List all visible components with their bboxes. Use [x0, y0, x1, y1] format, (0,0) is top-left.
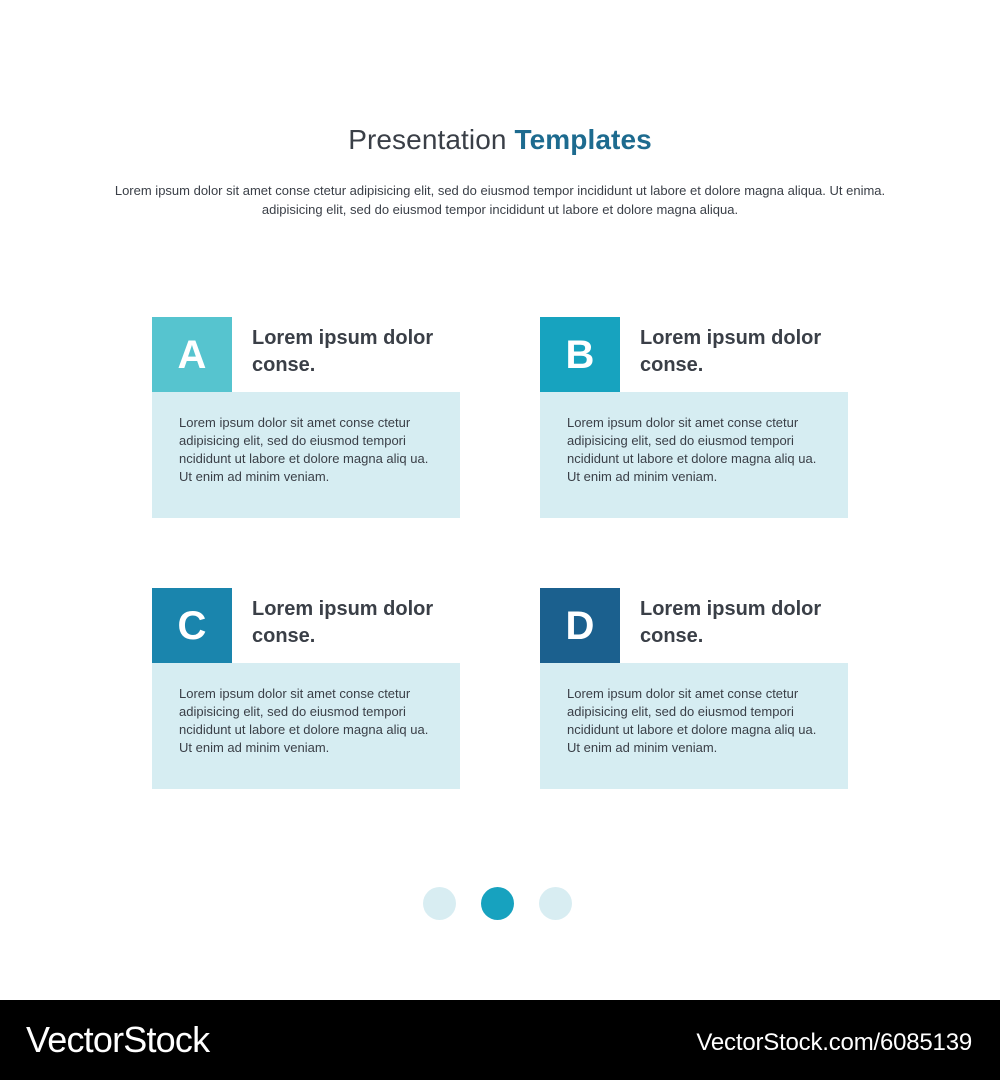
card-b-letter: B [565, 332, 595, 377]
card-b-body [540, 392, 848, 518]
card-c-body-text: Lorem ipsum dolor sit amet conse ctetur adipisicing elit, sed do eiusmod tempori ncididunt ut labore et dolore magna aliq ua. Ut enim ad minim veniam. [179, 686, 429, 755]
pagination-dot-2[interactable] [481, 887, 514, 920]
card-c-letter-box [152, 588, 232, 663]
card-c-body [152, 663, 460, 789]
card-a-body [152, 392, 460, 518]
card-d [540, 588, 848, 789]
vectorstock-logo: VectorStock [26, 1019, 210, 1060]
card-b [540, 317, 848, 518]
card-a-heading: Lorem ipsum dolor conse. [252, 327, 434, 376]
page-title [0, 120, 1000, 160]
page-title-accent: Templates [514, 124, 652, 155]
card-b-letter-box [540, 317, 620, 392]
card-d-heading: Lorem ipsum dolor conse. [640, 598, 822, 647]
pagination-dot-3[interactable] [539, 887, 572, 920]
watermark-footer [0, 1000, 1000, 1080]
card-a-letter: A [177, 332, 207, 377]
card-d-letter: D [565, 603, 595, 648]
page-subtitle [60, 181, 940, 219]
card-d-body-text: Lorem ipsum dolor sit amet conse ctetur adipisicing elit, sed do eiusmod tempori ncididunt ut labore et dolore magna aliq ua. Ut enim ad minim veniam. [567, 686, 817, 755]
card-c-letter: C [177, 603, 207, 648]
page-title-regular: Presentation [348, 124, 515, 155]
card-a [152, 317, 460, 518]
vectorstock-image-id: VectorStock.com/6085139 [696, 1029, 972, 1056]
card-c-heading: Lorem ipsum dolor conse. [252, 598, 434, 647]
card-a-body-text: Lorem ipsum dolor sit amet conse ctetur adipisicing elit, sed do eiusmod tempori ncididunt ut labore et dolore magna aliq ua. Ut enim ad minim veniam. [179, 415, 429, 484]
page-subtitle-line-2: adipisicing elit, sed do eiusmod tempor incididunt ut labore et dolore magna aliqua. [261, 202, 739, 217]
page-subtitle-line-1: Lorem ipsum dolor sit amet conse ctetur adipisicing elit, sed do eiusmod tempor incididunt ut labore et dolore magna aliqua. Ut enima. [114, 183, 886, 198]
pagination-dots [423, 887, 573, 920]
card-d-letter-box [540, 588, 620, 663]
card-c [152, 588, 460, 789]
card-a-letter-box [152, 317, 232, 392]
card-b-heading: Lorem ipsum dolor conse. [640, 327, 822, 376]
pagination-dot-1[interactable] [423, 887, 456, 920]
card-d-body [540, 663, 848, 789]
card-b-body-text: Lorem ipsum dolor sit amet conse ctetur adipisicing elit, sed do eiusmod tempori ncididunt ut labore et dolore magna aliq ua. Ut enim ad minim veniam. [567, 415, 817, 484]
